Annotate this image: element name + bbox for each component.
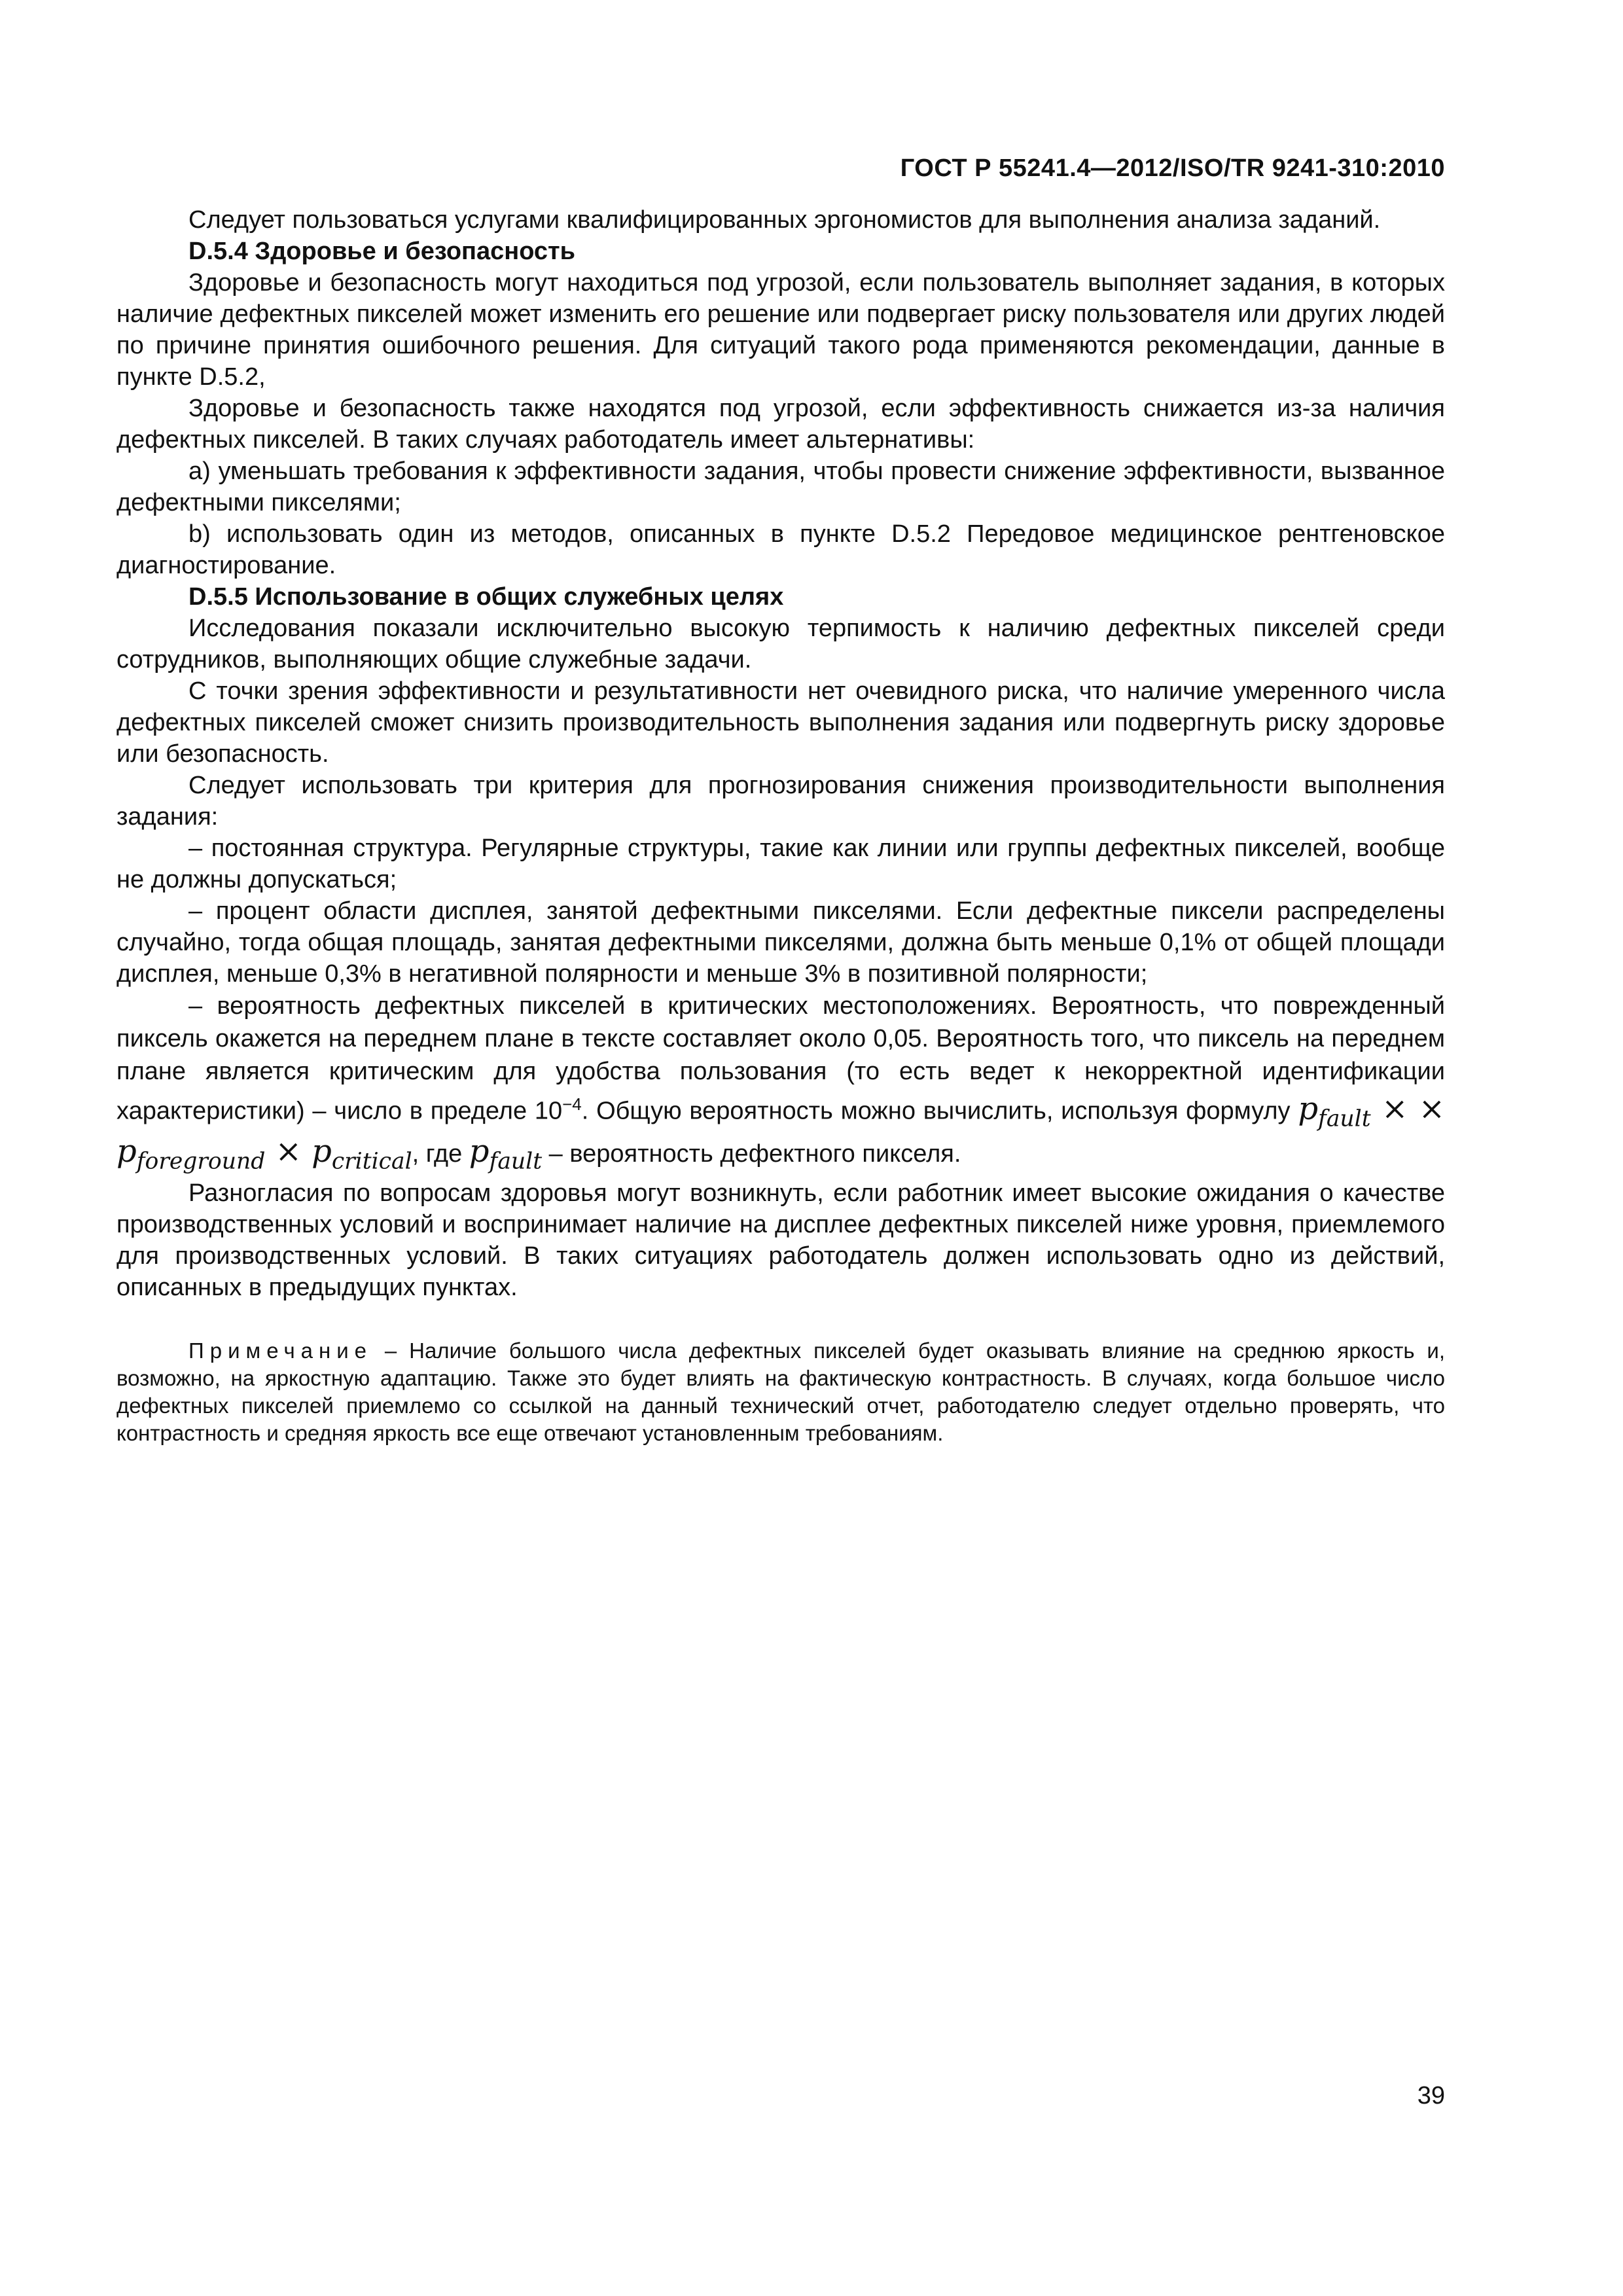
paragraph: Исследования показали исключительно высокую терпимость к наличию дефектных пикселей среди сотрудников, выполняющих общие служебные задачи. bbox=[116, 615, 1445, 673]
section-heading-d55: D.5.5 Использование в общих служебных целях bbox=[188, 583, 784, 611]
page-number: 39 bbox=[1417, 2082, 1445, 2109]
paragraph: Следует использовать три критерия для прогнозирования снижения производительности выполнения задания: bbox=[116, 772, 1445, 831]
note-text: Наличие большого числа дефектных пикселей будет оказывать влияние на среднюю яркость и, возможно, на яркостную адаптацию. Также это будет влиять на фактическую контрастность. В случаях, когда большое число дефектных пикселей приемлемо со ссылкой на данный технический отчет, работодателю следует отдельно проверять, что контрастность и средняя яркость все еще отвечают установленным требованиям. bbox=[116, 1338, 1445, 1446]
criteria-text: – вероятность дефектных пикселей в критических местоположениях. Вероятность, что поврежденный пиксель окажется на переднем плане в тексте составляет около 0,05. Вероятность того, что пиксель на переднем плане является критическим для удобства пользования (то есть ведет к некорректной идентификации характеристики) – число в пределе 10 bbox=[116, 992, 1445, 1125]
criteria-item: – процент области дисплея, занятой дефектными пикселями. Если дефектные пиксели распределены случайно, тогда общая площадь, занятая дефектными пикселями, должна быть меньше 0,1% от общей площади дисплея, меньше 0,3% в негативной полярности и меньше 3% в позитивной полярности; bbox=[116, 897, 1445, 988]
note-label: Примечание bbox=[188, 1338, 373, 1363]
paragraph: С точки зрения эффективности и результативности нет очевидного риска, что наличие умеренного числа дефектных пикселей сможет снизить производительность выполнения задания или подвергнуть риску здоровье или безопасность. bbox=[116, 677, 1445, 768]
list-item-b: b) использовать один из методов, описанных в пункте D.5.2 Передовое медицинское рентгеновское диагностирование. bbox=[116, 520, 1445, 579]
criteria-text: . Общую вероятность можно вычислить, используя формулу bbox=[581, 1097, 1298, 1125]
paragraph: Разногласия по вопросам здоровья могут возникнуть, если работник имеет высокие ожидания о качестве производственных условий и воспринимает наличие на дисплее дефектных пикселей ниже уровня, приемлемого для производственных условий. В таких ситуациях работодатель должен использовать одно из действий, описанных в предыдущих пунктах. bbox=[116, 1179, 1445, 1302]
criteria-text: – вероятность дефектного пикселя. bbox=[542, 1140, 961, 1168]
list-item-a: а) уменьшать требования к эффективности задания, чтобы провести снижение эффективности, вызванное дефектными пикселями; bbox=[116, 457, 1445, 516]
formula-var: $p_{fault}$ bbox=[469, 1133, 543, 1175]
criteria-item: – постоянная структура. Регулярные структуры, такие как линии или группы дефектных пикселей, вообще не должны допускаться; bbox=[116, 834, 1445, 893]
note: Примечание – Наличие большого числа дефектных пикселей будет оказывать влияние на среднюю яркость и, возможно, на яркостную адаптацию. Также это будет влиять на фактическую контрастность. В случаях, когда большое число дефектных пикселей приемлемо со ссылкой на данный технический отчет, работодателю следует отдельно проверять, что контрастность и средняя яркость все еще отвечают установленным требованиям. bbox=[116, 1338, 1445, 1446]
formula: $p_{fault}$ × × $p_{foreground} \times p_{critical}$ bbox=[116, 1090, 1445, 1175]
section-heading-d54: D.5.4 Здоровье и безопасность bbox=[188, 238, 576, 265]
document-header: ГОСТ Р 55241.4—2012/ISO/TR 9241-310:2010 bbox=[900, 154, 1445, 182]
criteria-text: , где bbox=[412, 1140, 469, 1168]
paragraph: Здоровье и безопасность могут находиться под угрозой, если пользователь выполняет задания, в которых наличие дефектных пикселей может изменить его решение или подвергает риску пользователя или других людей по причине принятия ошибочного решения. Для ситуаций такого рода применяются рекомендации, данные в пункте D.5.2, bbox=[116, 269, 1445, 391]
paragraph: Следует пользоваться услугами квалифицированных эргономистов для выполнения анализа заданий. bbox=[188, 206, 1381, 234]
exponent: −4 bbox=[562, 1094, 582, 1114]
body-text bbox=[116, 204, 1445, 1469]
paragraph: Здоровье и безопасность также находятся под угрозой, если эффективность снижается из-за наличия дефектных пикселей. В таких случаях работодатель имеет альтернативы: bbox=[116, 395, 1445, 454]
criteria-item-probability bbox=[116, 990, 1445, 1177]
